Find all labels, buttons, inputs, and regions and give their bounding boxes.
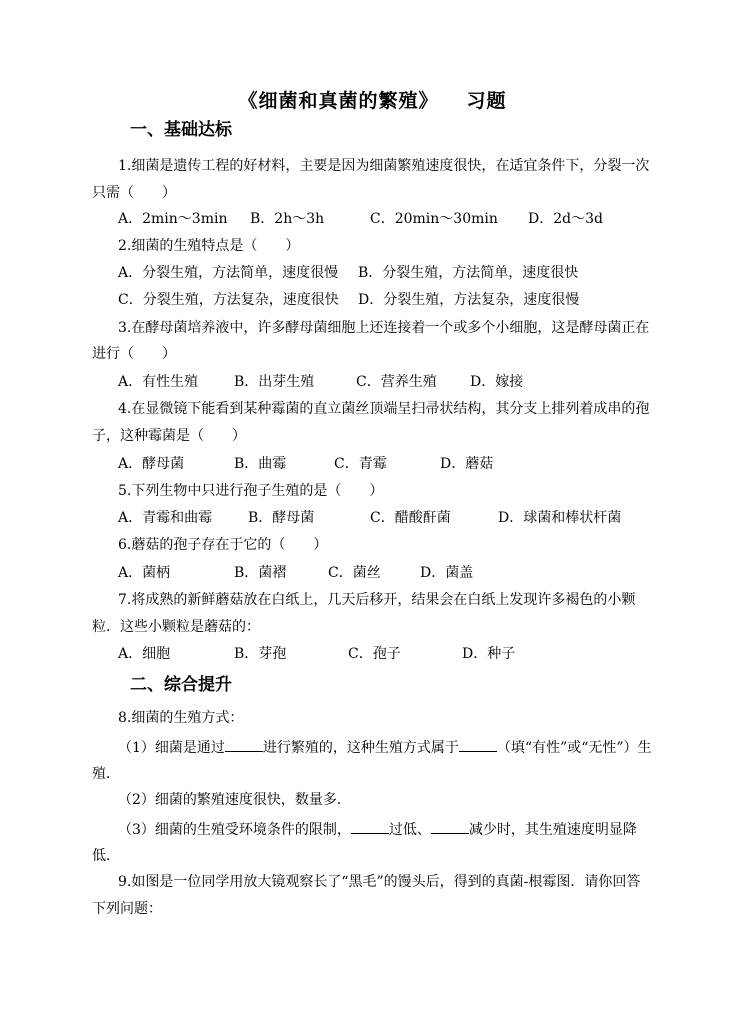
question-7-line-1: 7.将成熟的新鲜蘑菇放在白纸上，几天后移开，结果会在白纸上发现许多褐色的小颗 [118, 592, 636, 608]
question-1-option-a: A．2min～3min [118, 211, 228, 227]
question-2-option-c: C．分裂生殖，方法复杂，速度很快 [118, 292, 339, 308]
answer-blank[interactable] [431, 820, 469, 834]
question-1-line-2: 只需（ ） [92, 185, 176, 201]
section-heading-advanced: 二、综合提升 [130, 675, 232, 695]
question-7-line-2: 粒．这些小颗粒是蘑菇的： [92, 619, 260, 635]
page-title [0, 86, 745, 113]
question-4-line-2: 子，这种霉菌是（ ） [92, 428, 246, 444]
question-3-line-1: 3.在酵母菌培养液中，许多酵母菌细胞上还连接着一个或多个小细胞，这是酵母菌正在 [118, 320, 650, 336]
question-2-option-a: A．分裂生殖，方法简单，速度很慢 [118, 265, 339, 281]
question-6-option-d: D．菌盖 [420, 565, 474, 581]
question-4-option-d: D．蘑菇 [440, 456, 494, 472]
question-1-line-1: 1.细菌是遗传工程的好材料，主要是因为细菌繁殖速度很快，在适宜条件下，分裂一次 [118, 158, 650, 174]
question-2-option-b: B．分裂生殖，方法简单，速度很快 [358, 265, 579, 281]
question-5-option-c: C．醋酸酐菌 [370, 510, 451, 526]
answer-blank[interactable] [225, 738, 263, 752]
question-9-line-1: 9.如图是一位同学用放大镜观察长了“黑毛”的馒头后，得到的真菌-根霉图．请你回答 [118, 874, 641, 890]
question-7-option-c: C．孢子 [348, 646, 401, 662]
question-1-option-b: B．2h～3h [250, 211, 325, 227]
question-8-part-1-text-b: 进行繁殖的，这种生殖方式属于 [262, 740, 459, 756]
question-8-part-3-text-a: （3）细菌的生殖受环境条件的限制， [118, 822, 351, 838]
question-7-option-b: B．芽孢 [234, 646, 287, 662]
question-8-part-3 [118, 820, 637, 838]
question-4-option-c: C．青霉 [334, 456, 387, 472]
question-4-option-a: A．酵母菌 [118, 456, 185, 472]
question-8-line-1: 8.细菌的生殖方式： [118, 710, 244, 726]
question-6-option-c: C．菌丝 [328, 565, 381, 581]
question-8-part-1-text-a: （1）细菌是通过 [118, 740, 225, 756]
question-3-option-c: C．营养生殖 [356, 374, 437, 390]
section-heading-basic: 一、基础达标 [130, 120, 232, 140]
question-2-line-1: 2.细菌的生殖特点是（ ） [118, 238, 300, 254]
question-8-part-3-text-c: 减少时，其生殖速度明显降 [468, 822, 637, 838]
question-3-option-b: B．出芽生殖 [234, 374, 315, 390]
question-2-option-d: D．分裂生殖，方法复杂，速度很慢 [358, 292, 580, 308]
question-3-option-d: D．嫁接 [470, 374, 524, 390]
title-sub: 习题 [466, 90, 507, 112]
question-8-part-3-text-b: 过低、 [388, 822, 431, 838]
question-5-option-a: A．青霉和曲霉 [118, 510, 213, 526]
question-5-option-d: D．球菌和棒状杆菌 [498, 510, 622, 526]
question-5-line-1: 5.下列生物中只进行孢子生殖的是（ ） [118, 483, 384, 499]
question-6-option-a: A．菌柄 [118, 565, 171, 581]
question-4-line-1: 4.在显微镜下能看到某种霉菌的直立菌丝顶端呈扫帚状结构，其分支上排列着成串的孢 [118, 401, 650, 417]
answer-blank[interactable] [459, 738, 497, 752]
question-7-option-a: A．细胞 [118, 646, 171, 662]
question-4-option-b: B．曲霉 [234, 456, 287, 472]
answer-blank[interactable] [351, 820, 389, 834]
question-1-option-c: C．20min～30min [370, 211, 498, 227]
question-8-part-1 [118, 738, 652, 756]
question-6-option-b: B．菌褶 [234, 565, 287, 581]
question-8-part-2: （2）细菌的繁殖速度很快，数量多． [118, 792, 351, 808]
question-5-option-b: B．酵母菌 [248, 510, 315, 526]
question-6-line-1: 6.蘑菇的孢子存在于它的（ ） [118, 537, 328, 553]
question-8-part-1-text-c: （填“有性”或“无性”）生 [496, 740, 652, 756]
question-7-option-d: D．种子 [462, 646, 516, 662]
question-3-line-2: 进行（ ） [92, 346, 176, 362]
question-8-part-3-line-2: 低． [92, 848, 120, 864]
question-8-part-1-line-2: 殖． [92, 766, 120, 782]
title-main: 《细菌和真菌的繁殖》 [238, 90, 439, 112]
question-9-line-2: 下列问题： [92, 901, 162, 917]
question-3-option-a: A．有性生殖 [118, 374, 199, 390]
question-1-option-d: D．2d～3d [528, 211, 603, 227]
